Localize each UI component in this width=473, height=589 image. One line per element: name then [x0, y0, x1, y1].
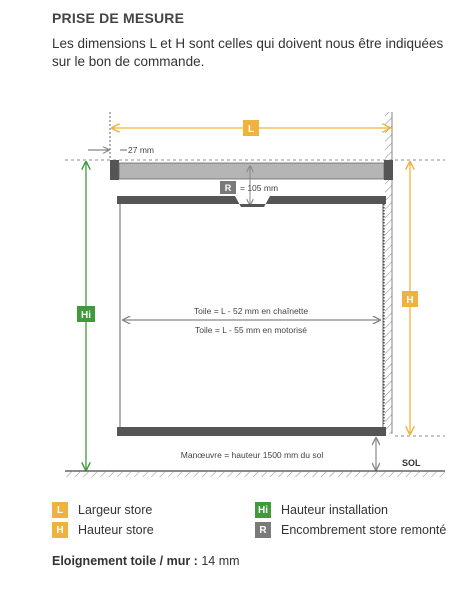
legend-item-l [52, 502, 152, 518]
l-badge-text: L [247, 124, 255, 135]
page-subtitle: Les dimensions L et H sont celles qui doivent nous être indiquées sur le bon de commande. [52, 36, 444, 69]
fabric-width [123, 305, 380, 335]
footnote-label: Eloignement toile / mur : [52, 554, 198, 568]
h-badge-text: H [406, 295, 414, 306]
legend-item-h [52, 522, 154, 538]
footnote-value: 14 mm [201, 554, 240, 568]
legend-swatch: Hi [255, 502, 271, 518]
floor-label: SOL [402, 458, 421, 468]
legend-label: Largeur store [78, 503, 153, 517]
page-title: PRISE DE MESURE [52, 10, 185, 26]
bottom-bar [117, 427, 386, 436]
hi-badge-text: Hi [81, 310, 91, 321]
footnote [52, 554, 240, 568]
r-value-text: = 105 mm [240, 183, 279, 193]
legend-label: Hauteur installation [281, 503, 389, 517]
l-dimension [112, 120, 390, 136]
top-bar [117, 196, 386, 207]
legend-swatch: R [255, 522, 271, 538]
bracket-dimension-text: 27 mm [128, 145, 154, 155]
fabric-motor-text: Toile = L - 55 mm en motorisé [195, 325, 307, 335]
hi-dimension [77, 162, 95, 470]
legend-item-hi [255, 502, 388, 518]
roller-box [110, 160, 393, 180]
legend-label: Hauteur store [78, 523, 154, 537]
operation-text: Manœuvre = hauteur 1500 mm du sol [180, 450, 324, 460]
r-badge-text: R [224, 183, 232, 193]
legend-swatch: H [52, 522, 68, 538]
legend-item-r [255, 522, 446, 538]
legend-swatch: L [52, 502, 68, 518]
h-dimension [395, 162, 445, 436]
legend-label: Encombrement store remonté [281, 523, 447, 537]
fabric-chain-text: Toile = L - 52 mm en chaînette [193, 306, 309, 316]
bracket-dimension [88, 145, 154, 155]
operation-height [181, 438, 376, 470]
floor [65, 458, 445, 477]
